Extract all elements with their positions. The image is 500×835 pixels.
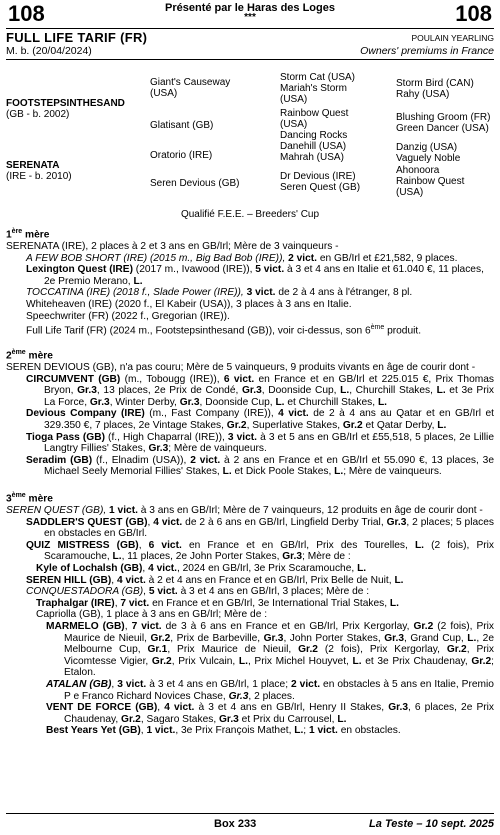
produce-a-few-bob-short: A FEW BOB SHORT (IRE) (2015 m., Big Bad Bob (IRE)), 2 vict. en GB/Irl et £21,582, 9 places.	[26, 252, 458, 264]
gen4-1b: Rahy (USA)	[396, 89, 450, 100]
produce-record	[6, 226, 494, 737]
gen3-3	[280, 141, 346, 163]
produce-marmelo: MARMELO (GB), 7 vict. de 3 à 6 ans en France et en GB/Irl, Prix Kergorlay, Gr.2 (2 fois), Prix Maurice de Nieuil, Gr.2, Prix de Barbeville, Gr.3, John Porter Stakes, Gr.3, Grand Cup, L., 2e Melbourne Cup, Gr.1, Prix Maurice de Nieuil, Gr.2 (2 fois), Prix Kergorlay, Gr.2, Prix Vicomtesse Vigier, Gr.2, Prix Vulcain, L., Prix Michel Houyvet, L. et 3e Prix Chaudenay, Gr.2; Etalon.	[46, 620, 494, 679]
dam-name: SERENATA	[6, 160, 60, 171]
footer-box: Box 233	[214, 818, 257, 830]
dam	[6, 160, 72, 182]
gen4-2	[396, 112, 490, 134]
produce-devious-company: Devious Company (IRE) (m., Fast Company (IRE)), 4 vict. de 2 à 4 ans au Qatar et en GB/Irl et 329.350 €, 7 places, 2e Vintage Stakes, Gr.2, Superlative Stakes, Gr.2 et Qatar Derby, L.	[26, 408, 494, 432]
header-rule-bottom	[6, 59, 494, 60]
produce-whiteheaven: Whiteheaven (IRE) (2020 f., El Kabeir (USA)), 3 places à 3 ans en Italie.	[26, 298, 352, 310]
gen4-2b: Green Dancer (USA)	[396, 123, 489, 134]
sire	[6, 98, 125, 120]
header-rule-top	[6, 28, 494, 29]
owners-premiums: Owners' premiums in France	[360, 45, 494, 57]
produce-circumvent: CIRCUMVENT (GB) (m., Tobougg (IRE)), 6 vict. en France et en GB/Irl et 225.015 €, Prix Thomas Bryon, Gr.3, 13 places, 2e Prix de Condé, Gr.3, Doonside Cup, L., Churchill Stakes, L. et 3e Prix La Force, Gr.3, Winter Derby, Gr.3, Doonside Cup, L. et Churchill Stakes, L.	[26, 373, 494, 408]
dam-info: (IRE - b. 2010)	[6, 171, 72, 182]
horse-description: M. b. (20/04/2024)	[6, 45, 92, 57]
gen2-1-info: (USA)	[150, 88, 178, 99]
produce-kyle-of-lochalsh: Kyle of Lochalsh (GB), 4 vict., 2024 en GB/Irl, 3e Prix Scaramouche, L.	[36, 563, 367, 574]
presenter-line	[0, 2, 500, 22]
stars: ***	[244, 12, 256, 23]
produce-capriolla: Capriolla (GB), 1 place à 3 ans en GB/Irl; Mère de :	[36, 609, 268, 621]
gen2-2-name: Glatisant (GB)	[150, 120, 214, 131]
horse-name: FULL LIFE TARIF (FR)	[6, 30, 148, 45]
first-dam-intro: SERENATA (IRE), 2 places à 2 et 3 ans en GB/Irl; Mère de 3 vainqueurs -	[6, 240, 339, 252]
gen4-4	[396, 165, 464, 198]
produce-atalan: ATALAN (GB), 3 vict. à 3 et 4 ans en GB/Irl, 1 place; 2 vict. en obstacles à 5 ans en Italie, Premio P e Franco Richard Novices Chase, Gr.3, 2 places.	[46, 678, 494, 702]
gen4-2a: Blushing Groom (FR)	[396, 112, 491, 123]
gen3-3a: Danehill (USA)	[280, 141, 347, 152]
gen3-2c: Dancing Rocks	[280, 130, 348, 141]
gen3-1b: Mariah's Storm	[280, 83, 347, 94]
lot-number-left: 108	[8, 1, 45, 26]
gen4-3a: Danzig (USA)	[396, 142, 458, 153]
gen3-2	[280, 108, 348, 141]
gen3-1c: (USA)	[280, 94, 308, 105]
produce-traphalgar: Traphalgar (IRE), 7 vict. en France et en GB/Irl, 3e International Trial Stakes, L.	[36, 597, 399, 609]
gen3-1	[280, 72, 355, 105]
sire-name: FOOTSTEPSINTHESAND	[6, 98, 125, 109]
footer-rule	[6, 813, 494, 814]
gen4-1	[396, 78, 474, 100]
lot-number-right: 108	[455, 1, 492, 26]
gen4-1a: Storm Bird (CAN)	[396, 78, 474, 89]
produce-quiz-mistress: QUIZ MISTRESS (GB), 6 vict. en France et en GB/Irl, Prix des Tourelles, L. (2 fois), Prix Scaramouche, L., 11 places, 2e John Porter Stakes, Gr.3; Mère de :	[26, 539, 495, 563]
gen3-4b: Seren Quest (GB)	[280, 182, 361, 193]
produce-toccatina: TOCCATINA (IRE) (2018 f., Slade Power (IRE)), 3 vict. de 2 à 4 ans à l'étranger, 8 pl.	[26, 287, 413, 299]
gen4-4a: Ahonoora	[396, 165, 440, 176]
sire-info: (GB - b. 2002)	[6, 109, 70, 120]
gen3-1a: Storm Cat (USA)	[280, 72, 356, 83]
produce-speechwriter: Speechwriter (FR) (2022 f., Gregorian (IRE)).	[26, 310, 230, 322]
gen2-1	[150, 77, 230, 99]
produce-saddlers-quest: SADDLER'S QUEST (GB), 4 vict. de 2 à 6 ans en GB/Irl, Lingfield Derby Trial, Gr.3, 2 places; 5 places en obstacles en GB/Irl.	[26, 516, 494, 540]
produce-lexington-quest: Lexington Quest (IRE) (2017 m., Ivawood (IRE)), 5 vict. à 3 et 4 ans en Italie et 61.040 €, 11 places, 2e Premio Merano, L.	[26, 264, 484, 287]
horse-category: POULAIN YEARLING	[411, 33, 494, 43]
produce-best-years-yet: Best Years Yet (GB), 1 vict., 3e Prix François Mathet, L.; 1 vict. en obstacles.	[46, 725, 401, 737]
third-dam-intro: SEREN QUEST (GB), 1 vict. à 3 ans en GB/Irl; Mère de 7 vainqueurs, 12 produits en âge de courir dont -	[6, 505, 483, 517]
gen3-3b: Mahrah (USA)	[280, 152, 344, 163]
produce-seradim: Seradim (GB) (f., Elnadim (USA)), 2 vict. à 2 ans en France et en GB/Irl et 55.090 €, 13 places, 3e Michael Seely Memorial Fillies' Stakes, L. et Dick Poole Stakes, L.; Mère de vainqueurs.	[26, 454, 494, 478]
gen2-4-name: Seren Devious (GB)	[150, 178, 240, 189]
footer-event: La Teste – 10 sept. 2025	[369, 818, 494, 830]
gen3-4	[280, 171, 360, 193]
qualification: Qualifié F.E.E. – Breeders' Cup	[180, 209, 320, 220]
second-dam-intro: SEREN DEVIOUS (GB), n'a pas couru; Mère de 5 vainqueurs, 9 produits vivants en âge de courir dont -	[6, 362, 476, 374]
produce-full-life-tarif: Full Life Tarif (FR) (2024 m., Footstepsinthesand (GB)), voir ci-dessus, son 6ème produit.	[26, 324, 422, 337]
produce-vent-de-force: VENT DE FORCE (GB), 4 vict. à 3 et 4 ans en GB/Irl, Henry II Stakes, Gr.3, 6 places, 2e Prix Chaudenay, Gr.2, Sagaro Stakes, Gr.3 et Prix du Carrousel, L.	[46, 702, 494, 725]
gen4-3b: Vaguely Noble	[396, 153, 461, 164]
gen2-3	[150, 150, 212, 161]
gen4-4b: Rainbow Quest	[396, 176, 465, 187]
third-dam-heading: 3ème mère	[6, 492, 53, 505]
produce-tioga-pass: Tioga Pass (GB) (f., High Chaparral (IRE)), 3 vict. à 3 et 5 ans en GB/Irl et £55,518, 5 places, 2e Lillie Langtry Fillies' Stakes, Gr.3; Mère de vainqueurs.	[26, 431, 494, 455]
second-dam-heading: 2ème mère	[6, 349, 53, 362]
presenter-text: Présenté par le Haras des Loges	[165, 2, 335, 14]
gen2-2	[150, 120, 213, 131]
first-dam-heading: 1ère mère	[6, 228, 50, 241]
gen3-2a: Rainbow Quest	[280, 108, 349, 119]
gen4-3	[396, 142, 460, 164]
produce-conquestadora: CONQUESTADORA (GB), 5 vict. à 3 et 4 ans en GB/Irl, 3 places; Mère de :	[26, 586, 370, 598]
gen4-4c: (USA)	[396, 187, 424, 198]
gen3-2b: (USA)	[280, 119, 308, 130]
gen2-1-name: Giant's Causeway	[150, 77, 231, 88]
gen2-3-name: Oratorio (IRE)	[150, 150, 213, 161]
gen2-4	[150, 178, 239, 189]
produce-seren-hill: SEREN HILL (GB), 4 vict. à 2 et 4 ans en France et en GB/Irl, Prix Belle de Nuit, L.	[26, 574, 404, 586]
gen3-4a: Dr Devious (IRE)	[280, 171, 356, 182]
